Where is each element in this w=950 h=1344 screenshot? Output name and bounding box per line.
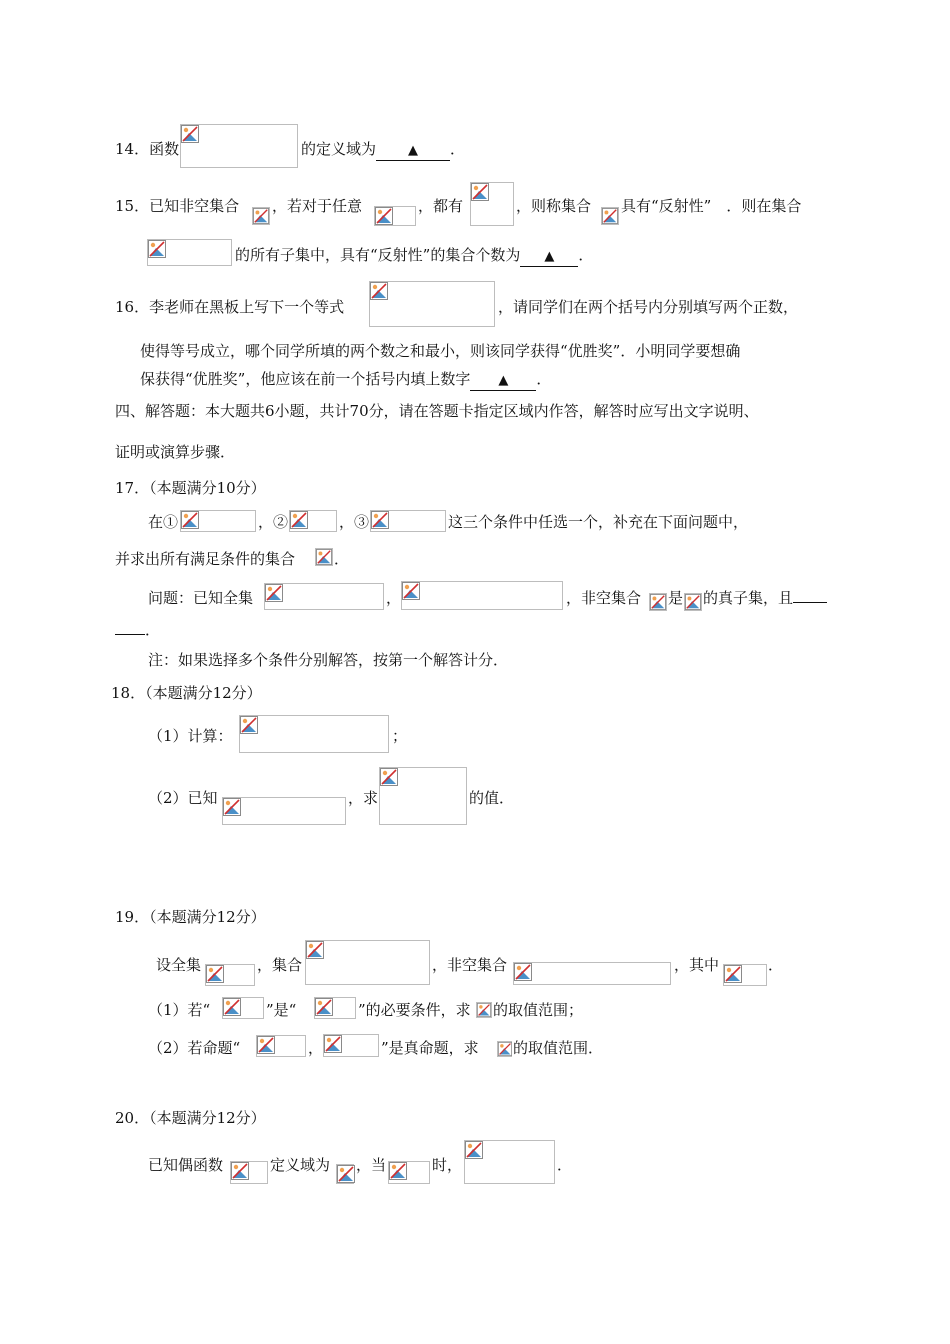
q14-suffix-text: 的定义域为 [301,140,377,158]
broken-image-icon [240,716,258,734]
formula-image [222,797,346,825]
q18-p1b: ； [392,727,408,745]
q18-head: 18．（本题满分12分） [111,684,262,702]
formula-image [601,207,619,225]
formula-image [147,239,232,266]
broken-image-icon [514,963,532,981]
broken-image-icon [650,594,666,610]
answer-blank [115,634,145,635]
broken-image-icon [471,183,489,201]
q19-p2c: ”是真命题，求 [381,1039,479,1057]
section4-line2: 证明或演算步骤． [115,443,236,461]
formula-image [513,962,671,985]
q20-l1b: 定义域为 [270,1156,331,1174]
q17-l2b: ． [334,550,350,568]
formula-image [315,548,333,566]
broken-image-icon [370,282,388,300]
broken-image-icon [685,594,701,610]
q17-head: 17．（本题满分10分） [115,479,266,497]
q19-l1a: 设全集 [156,956,202,974]
q19-p2d: 的取值范围． [513,1039,604,1057]
q18-p2a: （2）已知 [148,789,218,807]
broken-image-icon [257,1036,275,1054]
q16-l3-text: 保获得“优胜奖”，他应该在前一个括号内填上数字 [140,370,471,388]
formula-image [684,593,702,611]
q16-l1a: 16．李老师在黑板上写下一个等式 [115,298,345,316]
formula-image [252,207,270,225]
q19-p2a: （2）若命题“ [148,1039,241,1057]
formula-image [464,1140,555,1184]
broken-image-icon [148,240,166,258]
formula-image [497,1041,512,1057]
broken-image-icon [223,998,241,1016]
broken-image-icon [324,1035,342,1053]
broken-image-icon [206,965,224,983]
broken-image-icon [724,965,742,983]
q17-l1a: 在① [148,513,179,531]
broken-image-icon [465,1141,483,1159]
formula-image [470,182,514,226]
q20-l1d: 时， [432,1156,463,1174]
formula-image [723,964,767,986]
q20-l1e: ． [557,1156,573,1174]
q17-l3b: ， [386,589,402,607]
q19-p1c: ”的必要条件，求 [358,1001,471,1019]
q18-p2c: 的值． [469,789,515,807]
formula-image [379,767,467,825]
broken-image-icon [223,798,241,816]
broken-image-icon [402,582,420,600]
q17-l3e [703,588,827,608]
broken-image-icon [181,125,199,143]
formula-image [289,510,337,532]
broken-image-icon [316,549,332,565]
formula-image [401,581,563,610]
q17-l4 [115,620,160,640]
broken-image-icon [315,998,333,1016]
broken-image-icon [181,511,199,529]
q17-note: 注：如果选择多个条件分别解答，按第一个解答计分． [148,651,509,669]
q17-l3a: 问题：已知全集 [148,589,254,607]
answer-blank [470,370,536,391]
q14-suffix [301,139,465,161]
triangle-mark: ▲ [544,249,555,264]
q17-l4-end: ． [145,621,161,639]
q19-p1b: ”是“ [266,1001,297,1019]
formula-image [374,206,416,226]
formula-image [649,593,667,611]
q15-l2 [235,245,593,267]
q17-l1d: 这三个条件中任选一个，补充在下面问题中， [448,513,749,531]
formula-image [239,715,389,753]
q18-p2b: ，求 [348,789,379,807]
formula-image [305,940,430,985]
broken-image-icon [380,768,398,786]
q19-p1d: 的取值范围； [493,1001,584,1019]
triangle-mark: ▲ [408,143,419,158]
broken-image-icon [371,511,389,529]
broken-image-icon [253,208,269,224]
answer-blank [520,246,578,267]
q19-l1b: ，集合 [257,956,303,974]
broken-image-icon [306,941,324,959]
formula-image [388,1161,430,1184]
q15-l1a: 15．已知非空集合 [115,197,240,215]
formula-image [180,124,298,168]
formula-image [323,1034,379,1057]
broken-image-icon [337,1165,355,1183]
formula-image [230,1161,268,1184]
q17-l1c: ，③ [339,513,370,531]
formula-image [336,1164,354,1184]
formula-image [370,510,446,532]
formula-image [264,583,384,610]
broken-image-icon [375,207,393,225]
triangle-mark: ▲ [498,373,509,388]
broken-image-icon [389,1162,407,1180]
broken-image-icon [231,1162,249,1180]
q15-l2a: 的所有子集中，具有“反射性”的集合个数为 [235,246,521,264]
answer-blank [376,140,450,161]
q19-l1e: ． [768,956,784,974]
q15-end: ． [578,246,594,264]
q15-l1c: ，都有 [418,197,464,215]
formula-image [205,964,255,986]
q20-l1c: ，当 [356,1156,387,1174]
formula-image [180,510,256,532]
q15-l1b: ，若对于任意 [272,197,363,215]
q17-l3d: 是 [668,589,684,607]
q17-l3e-text: 的真子集，且 [703,589,794,607]
q17-l2a: 并求出所有满足条件的集合 [115,550,296,568]
q14-end: ． [450,140,466,158]
broken-image-icon [498,1042,512,1056]
formula-image [369,281,495,327]
q15-l1e: 具有“反射性” ．则在集合 [621,197,802,215]
q18-p1a: （1）计算： [148,727,233,745]
formula-image [314,997,356,1019]
q19-p1a: （1）若“ [148,1001,211,1019]
answer-blank [793,602,827,603]
q20-head: 20．（本题满分12分） [115,1109,266,1127]
q16-l2: 使得等号成立，哪个同学所填的两个数之和最小，则该同学获得“优胜奖”．小明同学要想确 [140,342,741,360]
q17-l3c: ，非空集合 [566,589,642,607]
formula-image [476,1002,492,1018]
q17-l1b: ，② [258,513,289,531]
broken-image-icon [265,584,283,602]
q19-head: 19．（本题满分12分） [115,908,266,926]
q14-prefix: 14．函数 [115,140,180,158]
q19-l1c: ，非空集合 [432,956,508,974]
formula-image [256,1035,306,1057]
broken-image-icon [290,511,308,529]
q15-l1d: ，则称集合 [516,197,592,215]
q19-l1d: ，其中 [674,956,720,974]
q20-l1a: 已知偶函数 [148,1156,224,1174]
section4-line1: 四、解答题：本大题共6小题，共计70分，请在答题卡指定区域内作答，解答时应写出文字说明、 [115,402,759,420]
q16-end: ． [536,370,552,388]
q16-l1b: ，请同学们在两个括号内分别填写两个正数， [498,298,799,316]
q19-p2b: ， [308,1039,324,1057]
formula-image [222,997,264,1019]
q16-l3 [140,369,551,391]
broken-image-icon [477,1003,491,1017]
broken-image-icon [602,208,618,224]
